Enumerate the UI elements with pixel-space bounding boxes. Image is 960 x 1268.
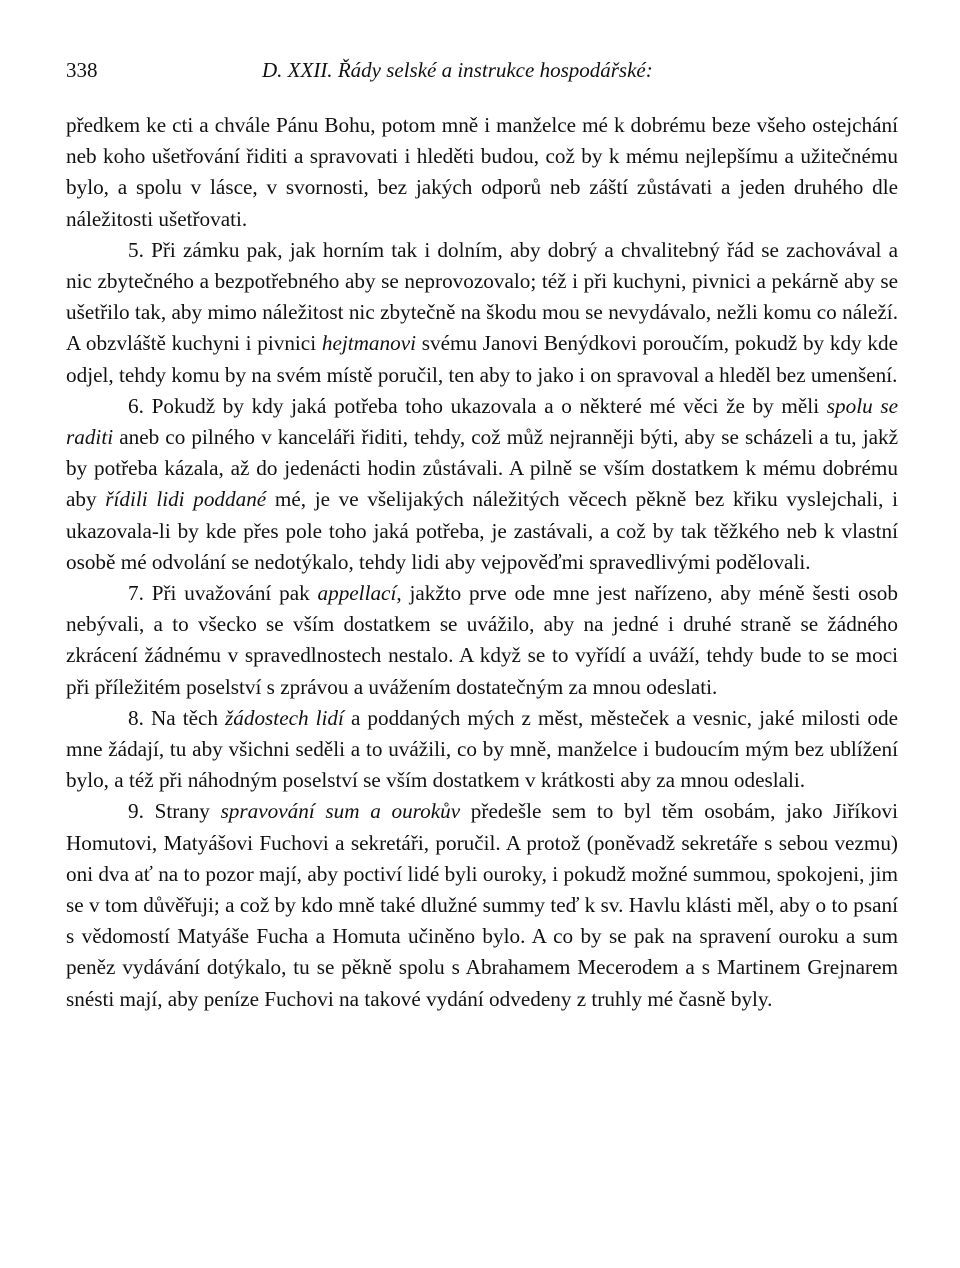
italic-term: appellací bbox=[317, 581, 397, 606]
text-run: 8. Na těch bbox=[128, 705, 226, 730]
page-number: 338 bbox=[66, 58, 98, 82]
paragraph-7 bbox=[66, 578, 898, 703]
paragraph-6 bbox=[66, 391, 898, 578]
text-run: 7. Při uvažování pak bbox=[128, 581, 318, 606]
text-run: předkem ke cti a chvále Pánu Bohu, potom mně i manželce mé k dobrému beze všeho ostejchání neb koho ušetřování řiditi a spravovati i hleděti budou, což by k mému nejlepšímu a užitečnému bylo, a spolu v lásce, v svornosti, bez jakých odporů neb záští zůstávati a jeden druhého dle náležitosti ušetřovati. bbox=[66, 113, 898, 231]
italic-term: spravování sum a ourokův bbox=[220, 799, 461, 824]
paragraph-9 bbox=[66, 796, 898, 1014]
page-header bbox=[66, 58, 898, 88]
paragraph-5 bbox=[66, 235, 898, 391]
italic-term: řídili lidi poddané bbox=[105, 487, 267, 512]
text-run: 6. Pokudž by kdy jaká potřeba toho ukazovala a o některé mé věci že by měli bbox=[128, 393, 827, 418]
text-run: aneb co pilného v kanceláři řiditi, tehdy, což můž nejranněji býti, aby se scházeli a tu, jakž by potřeba kázala, až do jedenácti hodin zůstávali. A pilně se vším dostatkem k mému dobrému aby bbox=[66, 425, 898, 512]
running-head-title: Řády selské a instrukce hospodářské: bbox=[337, 58, 653, 82]
italic-term: žádostech lidí bbox=[225, 705, 344, 730]
text-run: , jakžto prve ode mne jest nařízeno, aby méně šesti osob nebývali, a to všecko se vším dostatkem se uvážilo, aby na jedné i druhé straně se žádného zkrácení žádnému v spravedlnostech nestalo. A když se to vyřídí a uváží, tehdy bude to se moci při příležitém poselství s zprávou a uvážením dostatečným za mnou odeslati. bbox=[66, 581, 898, 699]
body-text bbox=[66, 110, 898, 1015]
italic-term: spolu se raditi bbox=[66, 393, 899, 450]
running-head-prefix: D. XXII. bbox=[262, 58, 333, 82]
text-run: 5. Při zámku pak, jak horním tak i dolním, aby dobrý a chvalitebný řád se zachovával a nic zbytečného a bezpotřebného aby se neprovozovalo; též i při kuchyni, pivnici a pekárně aby se ušetřilo tak, aby mimo náležitost nic zbytečně na škodu mou se nevydávalo, nežli komu co náleží. A obzvláště kuchyni i pivnici bbox=[66, 237, 898, 356]
italic-term: hejtmanovi bbox=[321, 331, 416, 356]
text-run: předešle sem to byl těm osobám, jako Jiříkovi Homutovi, Matyášovi Fuchovi a sekretáři, poručil. A protož (poněvadž sekretáře s sebou vezmu) oni dva ať na to pozor mají, aby poctiví lidé byli ouroky, i pokudž možné summou, spokojeni, jim se v tom důvěřuji; a což by kdo mně také dlužné summy teď k sv. Havlu klásti měl, aby o to psaní s vědomostí Matyáše Fucha a Homuta učiněno bylo. A co by se pak na spravení ouroku a sum peněz vydávání dotýkalo, tu se pěkně spolu s Abrahamem Mecerodem a s Martinem Grejnarem snésti mají, aby peníze Fuchovi na takové vydání odvedeny z truhly mé časně byly. bbox=[66, 799, 898, 1011]
text-run: svému Janovi Benýdkovi poroučím, pokudž by kdy kde odjel, tehdy komu by na svém místě poručil, ten aby to jako i on spravoval a hleděl bez umenšení. bbox=[66, 331, 898, 387]
text-run: a poddaných mých z měst, městeček a vesnic, jaké milosti ode mne žádají, tu aby všichni seděli a to uvážili, co by mně, manželce i budoucím mým bez ublížení bylo, a též při náhodným poselství se vším dostatkem v krátkosti aby za mnou odeslali. bbox=[66, 705, 898, 793]
text-run: 9. Strany bbox=[128, 799, 221, 824]
paragraph-continued bbox=[66, 110, 898, 235]
text-run: mé, je ve všelijakých náležitých věcech pěkně bez křiku vyslejchali, i ukazovala-li by kde přes pole toho jaká potřeba, je zastávali, a což by tak těžkého neb k vlastní osobě mé odvolání se nedotýkalo, tehdy lidi aby vejpověďmi spravedlivými podělovali. bbox=[66, 487, 899, 574]
document-page bbox=[66, 58, 898, 1015]
paragraph-8 bbox=[66, 703, 898, 797]
running-head bbox=[262, 58, 653, 83]
